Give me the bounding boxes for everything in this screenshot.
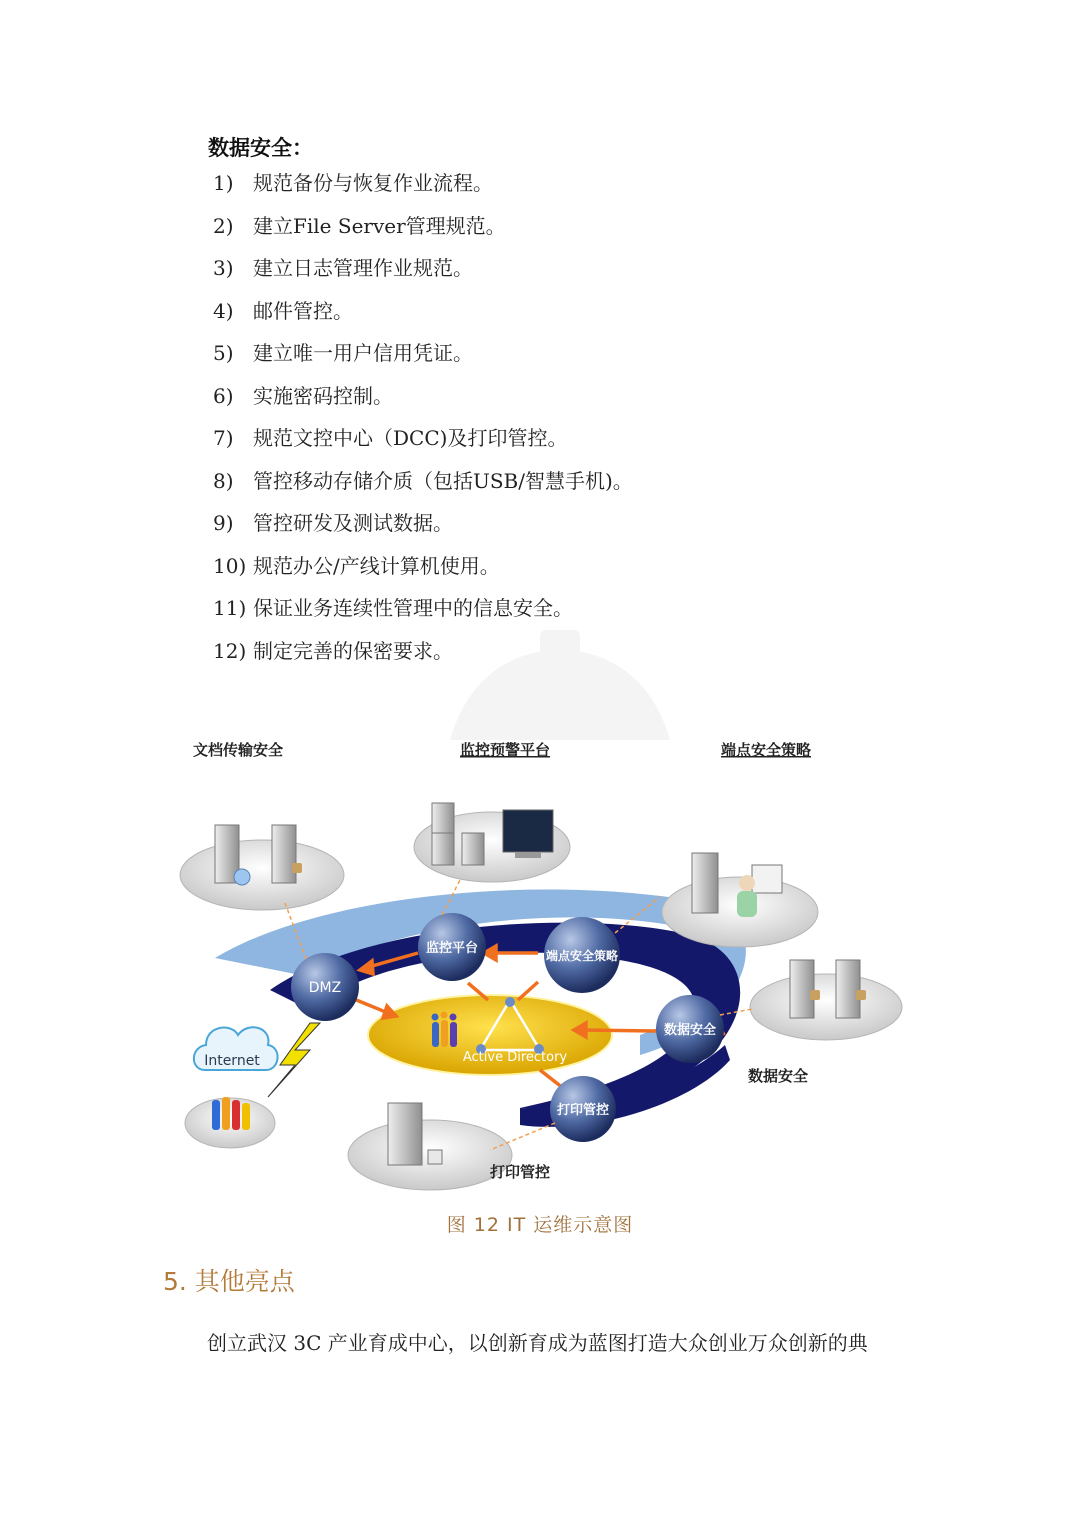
item-text: 规范备份与恢复作业流程。	[253, 171, 493, 195]
platform-doc-transfer	[180, 825, 344, 910]
platform-monitor	[414, 803, 570, 882]
node-data	[656, 995, 724, 1063]
item-number: 4)	[213, 298, 234, 323]
platform-internet-users	[185, 1097, 275, 1148]
node-dmz	[291, 953, 359, 1021]
item-number: 2)	[213, 213, 234, 238]
platform-print	[348, 1103, 512, 1190]
item-number: 1)	[213, 171, 234, 195]
list-item	[213, 166, 633, 209]
list-item	[213, 379, 633, 422]
list-item	[213, 209, 633, 252]
platform-endpoint	[662, 853, 818, 947]
list-item	[213, 591, 633, 634]
active-directory-label: Active Directory	[462, 1050, 568, 1065]
watermark-gear	[430, 630, 690, 740]
section-heading: 5. 其他亮点	[163, 1267, 295, 1296]
list-item	[213, 251, 633, 294]
list-item	[213, 464, 633, 507]
item-number: 5)	[213, 341, 234, 365]
svg-text:Internet: Internet	[204, 1053, 260, 1069]
item-text: 制定完善的保密要求。	[253, 638, 453, 663]
item-text: 管控研发及测试数据。	[253, 511, 453, 535]
item-text: 保证业务连续性管理中的信息安全。	[253, 596, 573, 620]
item-text: 建立File Server管理规范。	[253, 213, 506, 238]
node-print	[550, 1076, 616, 1142]
list-item	[213, 294, 633, 337]
label-endpoint-policy: 端点安全策略	[720, 741, 812, 759]
svg-text:打印管控: 打印管控	[556, 1103, 610, 1118]
item-number: 10)	[213, 553, 247, 578]
item-text: 邮件管控。	[253, 298, 353, 323]
requirements-list	[213, 166, 633, 676]
svg-text:数据安全: 数据安全	[663, 1023, 717, 1038]
label-data-security: 数据安全	[747, 1067, 809, 1085]
users-icon	[432, 1012, 458, 1048]
svg-text:监控平台: 监控平台	[425, 941, 479, 956]
section-title: 数据安全：	[208, 136, 313, 160]
item-number: 3)	[213, 256, 234, 280]
item-text: 规范文控中心（DCC)及打印管控。	[253, 426, 568, 450]
item-text: 规范办公/产线计算机使用。	[253, 553, 500, 578]
node-endpoint	[544, 917, 620, 993]
list-item	[213, 549, 633, 592]
it-operations-diagram	[170, 725, 930, 1200]
item-text: 建立唯一用户信用凭证。	[253, 341, 473, 365]
node-monitor	[418, 913, 486, 981]
item-number: 6)	[213, 383, 234, 408]
label-monitor-platform: 监控预警平台	[459, 741, 551, 759]
svg-text:端点安全策略: 端点安全策略	[545, 949, 619, 963]
item-number: 9)	[213, 511, 234, 535]
item-number: 7)	[213, 426, 234, 450]
label-print-control: 打印管控	[489, 1163, 551, 1181]
body-paragraph: 创立武汉 3C 产业育成中心，以创新育成为蓝图打造大众创业万众创新的典	[207, 1331, 868, 1355]
item-number: 8)	[213, 468, 234, 493]
platform-data	[750, 960, 902, 1040]
item-text: 建立日志管理作业规范。	[253, 256, 473, 280]
item-number: 12)	[213, 638, 247, 663]
item-text: 实施密码控制。	[253, 383, 393, 408]
item-text: 管控移动存储介质（包括USB/智慧手机)。	[253, 468, 633, 493]
list-item	[213, 421, 633, 464]
item-number: 11)	[213, 596, 247, 620]
cloud-icon	[194, 1027, 278, 1070]
list-item	[213, 506, 633, 549]
list-item	[213, 336, 633, 379]
label-doc-transfer: 文档传输安全	[192, 741, 284, 759]
figure-caption: 图 12 IT 运维示意图	[446, 1214, 634, 1236]
svg-text:DMZ: DMZ	[308, 980, 342, 996]
